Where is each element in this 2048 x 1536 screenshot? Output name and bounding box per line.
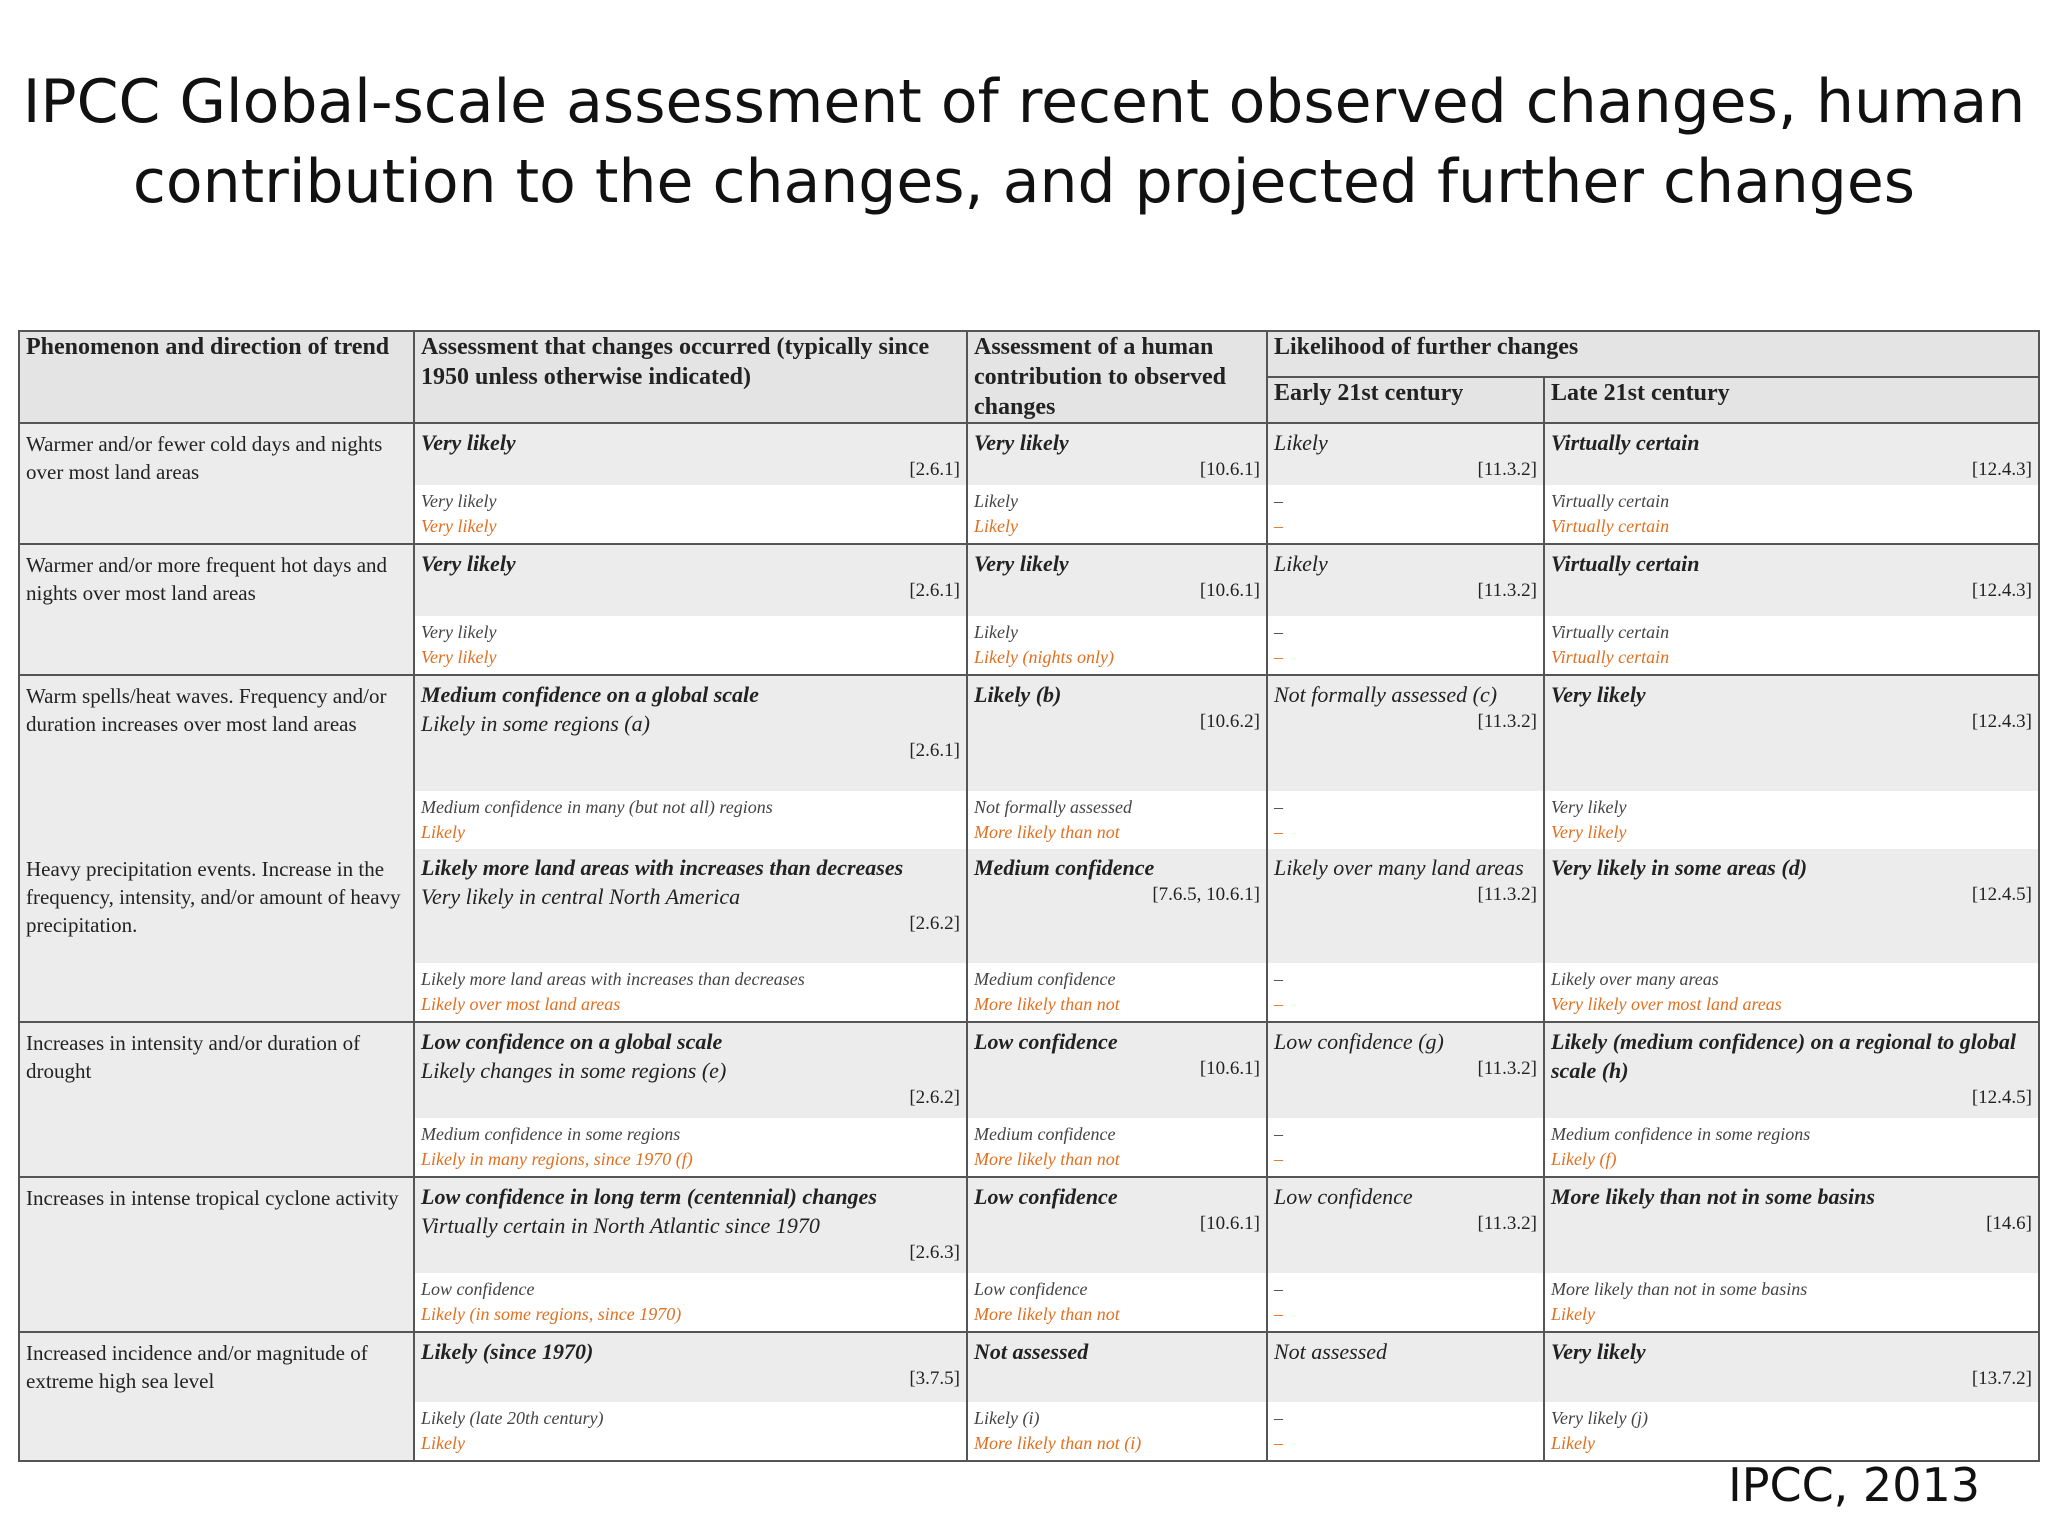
srex-assessment: Likely over most land areas [421,994,621,1014]
phenomenon-cell: Increased incidence and/or magnitude of extreme high sea level [19,1332,414,1461]
late-previous-cell [1544,1118,2039,1177]
early-main-cell [1267,544,1544,616]
human-main-cell [967,1022,1267,1118]
occurred-assessment: Likely (since 1970) [421,1339,594,1364]
srex-assessment: Likely (in some regions, since 1970) [421,1304,682,1324]
ar4-assessment: Very likely [1551,797,1627,817]
srex-assessment: More likely than not [974,994,1120,1014]
late-previous-cell [1544,791,2039,849]
srex-assessment: More likely than not [974,1304,1120,1324]
ar4-assessment: Medium confidence in some regions [421,1124,681,1144]
ar4-assessment: Likely [974,491,1018,511]
phenomenon-cell: Heavy precipitation events. Increase in the frequency, intensity, and/or amount of heavy precipitation. [19,849,414,1022]
occurred-reference: [2.6.2] [909,1087,960,1108]
human-assessment: Medium confidence [974,855,1155,880]
occurred-assessment: Low confidence in long term (centennial) changes [421,1184,877,1209]
early-main-cell [1267,675,1544,791]
ar4-assessment: Likely (late 20th century) [421,1408,604,1428]
ar4-assessment: – [1274,622,1283,642]
ar4-assessment: Medium confidence in some regions [1551,1124,1811,1144]
late-previous-cell [1544,963,2039,1022]
srex-assessment: – [1274,822,1283,842]
human-previous-cell [967,1402,1267,1461]
ar4-assessment: Very likely (j) [1551,1408,1648,1428]
early-assessment: Likely [1274,551,1328,576]
human-reference: [7.6.5, 10.6.1] [1152,884,1260,905]
srex-assessment: Very likely [1551,822,1627,842]
human-previous-cell [967,791,1267,849]
human-previous-cell [967,616,1267,675]
late-main-cell [1544,1177,2039,1273]
table-row [19,1332,2039,1402]
phenomenon-cell: Warmer and/or fewer cold days and nights over most land areas [19,423,414,544]
human-main-cell [967,1332,1267,1402]
occurred-assessment-extra: Likely in some regions (a) [421,711,650,736]
header-phenomenon: Phenomenon and direction of trend [19,331,414,423]
late-assessment: Very likely in some areas (d) [1551,855,1808,880]
late-reference: [12.4.3] [1971,580,2032,601]
srex-assessment: More likely than not [974,822,1120,842]
header-occurred: Assessment that changes occurred (typically since 1950 unless otherwise indicated) [414,331,967,423]
occurred-assessment: Likely more land areas with increases than decreases [421,855,904,880]
ar4-assessment: – [1274,491,1283,511]
human-main-cell [967,675,1267,791]
early-previous-cell [1267,1118,1544,1177]
header-late: Late 21st century [1544,377,2039,423]
human-previous-cell [967,1118,1267,1177]
header-early: Early 21st century [1267,377,1544,423]
srex-assessment: Likely (f) [1551,1149,1617,1169]
srex-assessment: Very likely [421,647,497,667]
human-previous-cell [967,485,1267,544]
srex-assessment: – [1274,516,1283,536]
early-previous-cell [1267,1273,1544,1332]
srex-assessment: Likely [974,516,1018,536]
early-main-cell [1267,1022,1544,1118]
human-main-cell [967,423,1267,485]
occurred-assessment: Very likely [421,430,516,455]
human-assessment: Low confidence [974,1029,1118,1054]
occurred-reference: [2.6.1] [909,740,960,761]
header-row [19,331,2039,377]
early-main-cell [1267,1177,1544,1273]
ar4-assessment: Likely (i) [974,1408,1040,1428]
early-assessment: Not formally assessed (c) [1274,682,1498,707]
early-previous-cell [1267,616,1544,675]
occurred-main-cell [414,1332,967,1402]
ar4-assessment: Likely [974,622,1018,642]
late-main-cell [1544,849,2039,963]
srex-assessment: Virtually certain [1551,516,1670,536]
occurred-main-cell [414,675,967,791]
srex-assessment: – [1274,647,1283,667]
srex-assessment: – [1274,1149,1283,1169]
early-assessment: Likely [1274,430,1328,455]
early-main-cell [1267,1332,1544,1402]
late-assessment: Virtually certain [1551,430,1700,455]
human-previous-cell [967,1273,1267,1332]
late-assessment: Very likely [1551,682,1646,707]
occurred-previous-cell [414,485,967,544]
occurred-previous-cell [414,616,967,675]
occurred-previous-cell [414,1273,967,1332]
table-row [19,423,2039,485]
ar4-assessment: Virtually certain [1551,491,1670,511]
ar4-assessment: Medium confidence in many (but not all) regions [421,797,773,817]
late-main-cell [1544,675,2039,791]
ar4-assessment: Very likely [421,491,497,511]
human-previous-cell [967,963,1267,1022]
late-main-cell [1544,544,2039,616]
human-main-cell [967,1177,1267,1273]
ar4-assessment: Likely more land areas with increases than decreases [421,969,805,989]
late-assessment: More likely than not in some basins [1551,1184,1875,1209]
ar4-assessment: Medium confidence [974,969,1116,989]
early-reference: [11.3.2] [1477,459,1537,480]
header-likelihood: Likelihood of further changes [1267,331,2039,377]
early-reference: [11.3.2] [1477,1213,1537,1234]
source-credit: IPCC, 2013 [1728,1458,1980,1512]
table-row [19,1022,2039,1118]
ar4-assessment: – [1274,969,1283,989]
human-main-cell [967,544,1267,616]
ar4-assessment: Low confidence [974,1279,1088,1299]
srex-assessment: – [1274,1433,1283,1453]
ar4-assessment: Medium confidence [974,1124,1116,1144]
srex-assessment: Likely [1551,1304,1595,1324]
early-previous-cell [1267,1402,1544,1461]
occurred-assessment: Low confidence on a global scale [421,1029,723,1054]
occurred-previous-cell [414,1118,967,1177]
early-main-cell [1267,849,1544,963]
early-assessment: Not assessed [1274,1339,1388,1364]
srex-assessment: Likely (nights only) [974,647,1114,667]
occurred-assessment-extra: Very likely in central North America [421,884,741,909]
late-reference: [12.4.3] [1971,459,2032,480]
occurred-main-cell [414,1022,967,1118]
ar4-assessment: – [1274,1408,1283,1428]
occurred-reference: [2.6.1] [909,580,960,601]
srex-assessment: Likely [1551,1433,1595,1453]
srex-assessment: Likely [421,1433,465,1453]
early-previous-cell [1267,963,1544,1022]
early-reference: [11.3.2] [1477,711,1537,732]
ar4-assessment: Very likely [421,622,497,642]
occurred-reference: [3.7.5] [909,1368,960,1389]
human-reference: [10.6.1] [1199,580,1260,601]
srex-assessment: – [1274,994,1283,1014]
late-reference: [13.7.2] [1971,1368,2032,1389]
early-assessment: Low confidence (g) [1274,1029,1444,1054]
human-assessment: Likely (b) [974,682,1062,707]
srex-assessment: Likely in many regions, since 1970 (f) [421,1149,693,1169]
srex-assessment: Virtually certain [1551,647,1670,667]
srex-assessment: Very likely [421,516,497,536]
late-main-cell [1544,423,2039,485]
early-assessment: Likely over many land areas [1274,855,1524,880]
late-assessment: Very likely [1551,1339,1646,1364]
occurred-previous-cell [414,1402,967,1461]
human-main-cell [967,849,1267,963]
srex-assessment: More likely than not (i) [974,1433,1142,1453]
late-reference: [12.4.3] [1971,711,2032,732]
human-reference: [10.6.1] [1199,1058,1260,1079]
late-previous-cell [1544,616,2039,675]
late-reference: [12.4.5] [1971,884,2032,905]
human-assessment: Low confidence [974,1184,1118,1209]
early-reference: [11.3.2] [1477,884,1537,905]
early-reference: [11.3.2] [1477,1058,1537,1079]
late-previous-cell [1544,485,2039,544]
human-assessment: Not assessed [974,1339,1089,1364]
ar4-assessment: – [1274,1124,1283,1144]
occurred-main-cell [414,423,967,485]
table-row [19,1177,2039,1273]
srex-assessment: Likely [421,822,465,842]
table-row [19,544,2039,616]
phenomenon-cell: Increases in intensity and/or duration of drought [19,1022,414,1177]
occurred-main-cell [414,544,967,616]
srex-assessment: – [1274,1304,1283,1324]
phenomenon-cell: Warm spells/heat waves. Frequency and/or duration increases over most land areas [19,675,414,849]
occurred-assessment-extra: Virtually certain in North Atlantic since 1970 [421,1213,820,1238]
occurred-assessment-extra: Likely changes in some regions (e) [421,1058,727,1083]
table-body [19,423,2039,1461]
occurred-reference: [2.6.3] [909,1242,960,1263]
early-assessment: Low confidence [1274,1184,1413,1209]
title-line-2: contribution to the changes, and projected further changes [132,147,1916,217]
early-reference: [11.3.2] [1477,580,1537,601]
slide-title [0,62,2048,222]
table-row [19,849,2039,963]
occurred-assessment: Medium confidence on a global scale [421,682,759,707]
early-previous-cell [1267,791,1544,849]
table-row [19,675,2039,791]
late-previous-cell [1544,1273,2039,1332]
human-reference: [10.6.1] [1199,459,1260,480]
occurred-main-cell [414,849,967,963]
late-main-cell [1544,1332,2039,1402]
phenomenon-cell: Increases in intense tropical cyclone activity [19,1177,414,1332]
ar4-assessment: Not formally assessed [974,797,1133,817]
early-previous-cell [1267,485,1544,544]
late-main-cell [1544,1022,2039,1118]
ar4-assessment: More likely than not in some basins [1551,1279,1808,1299]
occurred-previous-cell [414,791,967,849]
occurred-reference: [2.6.1] [909,459,960,480]
early-main-cell [1267,423,1544,485]
srex-assessment: Very likely over most land areas [1551,994,1782,1014]
late-reference: [14.6] [1986,1213,2032,1234]
late-previous-cell [1544,1402,2039,1461]
ar4-assessment: Low confidence [421,1279,535,1299]
late-reference: [12.4.5] [1971,1087,2032,1108]
human-reference: [10.6.2] [1199,711,1260,732]
occurred-reference: [2.6.2] [909,913,960,934]
ar4-assessment: – [1274,1279,1283,1299]
assessment-table [18,330,2040,1462]
late-assessment: Likely (medium confidence) on a regional to global scale (h) [1551,1029,2017,1083]
ar4-assessment: – [1274,797,1283,817]
ar4-assessment: Virtually certain [1551,622,1670,642]
human-assessment: Very likely [974,430,1069,455]
phenomenon-cell: Warmer and/or more frequent hot days and nights over most land areas [19,544,414,675]
occurred-assessment: Very likely [421,551,516,576]
human-reference: [10.6.1] [1199,1213,1260,1234]
occurred-previous-cell [414,963,967,1022]
occurred-main-cell [414,1177,967,1273]
late-assessment: Virtually certain [1551,551,1700,576]
title-line-1: IPCC Global-scale assessment of recent observed changes, human [22,67,2026,137]
ar4-assessment: Likely over many areas [1551,969,1719,989]
srex-assessment: More likely than not [974,1149,1120,1169]
human-assessment: Very likely [974,551,1069,576]
header-human: Assessment of a human contribution to observed changes [967,331,1267,423]
